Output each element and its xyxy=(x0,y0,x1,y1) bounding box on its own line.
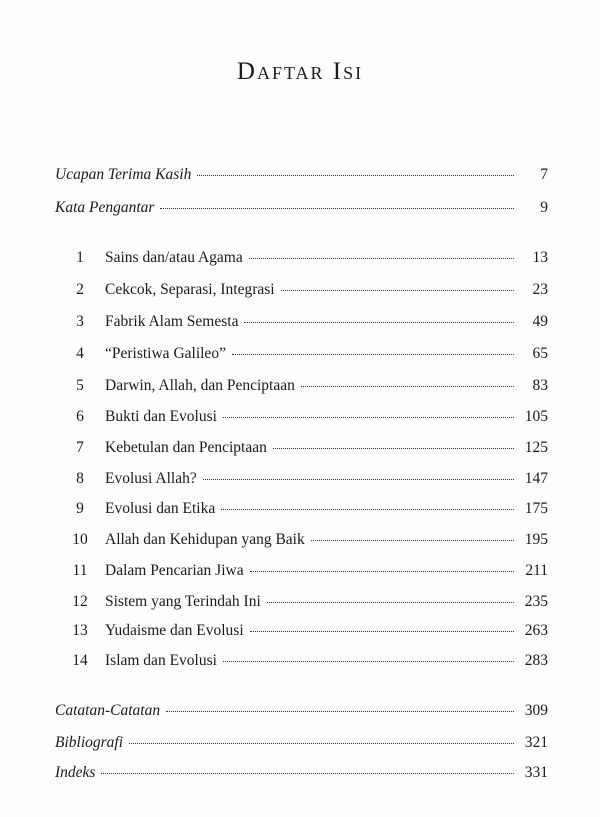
page-title: Daftar Isi xyxy=(236,58,364,85)
toc-page-number: 49 xyxy=(532,313,548,330)
toc-label: Sains dan/atau Agama xyxy=(105,249,243,266)
toc-entry-chapter[interactable] xyxy=(55,652,548,674)
toc-label: Catatan-Catatan xyxy=(55,702,161,719)
chapter-number: 11 xyxy=(72,562,88,579)
toc-page-number: 13 xyxy=(532,249,548,266)
dot-leader xyxy=(221,509,514,510)
toc-entry-chapter[interactable] xyxy=(55,281,548,303)
toc-entry-chapter[interactable] xyxy=(55,439,548,461)
chapter-number: 9 xyxy=(76,500,84,517)
toc-page-number: 7 xyxy=(540,166,548,183)
dot-leader xyxy=(101,773,514,774)
toc-page-number: 309 xyxy=(524,702,548,719)
dot-leader xyxy=(232,354,514,355)
toc-label: Evolusi dan Etika xyxy=(105,500,216,517)
toc-entry-chapter[interactable] xyxy=(55,562,548,584)
toc-entry-chapter[interactable] xyxy=(55,345,548,367)
dot-leader xyxy=(250,571,514,572)
chapter-number: 1 xyxy=(76,249,84,266)
toc-page-number: 23 xyxy=(532,281,548,298)
toc-page-number: 105 xyxy=(524,408,548,425)
dot-leader xyxy=(267,602,514,603)
dot-leader xyxy=(223,661,514,662)
toc-entry-chapter[interactable] xyxy=(55,249,548,271)
toc-page-number: 65 xyxy=(532,345,548,362)
toc-page-number: 9 xyxy=(540,199,548,216)
toc-entry-front[interactable] xyxy=(55,199,548,221)
toc-entry-chapter[interactable] xyxy=(55,500,548,522)
dot-leader xyxy=(281,290,514,291)
toc-page-number: 331 xyxy=(524,764,548,781)
toc-page-number: 211 xyxy=(525,562,548,579)
toc-entry-chapter[interactable] xyxy=(55,531,548,553)
chapter-number: 12 xyxy=(72,593,88,610)
toc-label: Kebetulan dan Penciptaan xyxy=(105,439,267,456)
toc-page-number: 263 xyxy=(524,622,548,639)
dot-leader xyxy=(129,743,514,744)
dot-leader xyxy=(197,175,514,176)
toc-label: Ucapan Terima Kasih xyxy=(55,166,192,183)
dot-leader xyxy=(244,322,514,323)
toc-label: Kata Pengantar xyxy=(55,199,155,216)
toc-label: Darwin, Allah, dan Penciptaan xyxy=(105,377,295,394)
toc-label: Allah dan Kehidupan yang Baik xyxy=(105,531,305,548)
toc-label: Sistem yang Terindah Ini xyxy=(105,593,261,610)
toc-page-number: 175 xyxy=(524,500,548,517)
toc-page-number: 235 xyxy=(524,593,548,610)
toc-entry-back[interactable] xyxy=(55,734,548,756)
toc-page-number: 321 xyxy=(524,734,548,751)
toc-page-number: 195 xyxy=(524,531,548,548)
toc-entry-chapter[interactable] xyxy=(55,377,548,399)
chapter-number: 14 xyxy=(72,652,88,669)
toc-label: Cekcok, Separasi, Integrasi xyxy=(105,281,275,298)
dot-leader xyxy=(273,448,514,449)
toc-entry-back[interactable] xyxy=(55,702,548,724)
toc-label: Evolusi Allah? xyxy=(105,470,197,487)
chapter-number: 7 xyxy=(76,439,84,456)
toc-label: Bukti dan Evolusi xyxy=(105,408,217,425)
toc-entry-back[interactable] xyxy=(55,764,548,786)
dot-leader xyxy=(301,386,514,387)
toc-label: Dalam Pencarian Jiwa xyxy=(105,562,244,579)
toc-entry-chapter[interactable] xyxy=(55,408,548,430)
chapter-number: 10 xyxy=(72,531,88,548)
dot-leader xyxy=(249,258,514,259)
toc-label: Bibliografi xyxy=(55,734,124,751)
dot-leader xyxy=(160,208,514,209)
chapter-number: 3 xyxy=(76,313,84,330)
chapter-number: 2 xyxy=(76,281,84,298)
dot-leader xyxy=(223,417,514,418)
chapter-number: 5 xyxy=(76,377,84,394)
toc-label: Indeks xyxy=(55,764,96,781)
toc-label: “Peristiwa Galileo” xyxy=(105,345,226,362)
dot-leader xyxy=(250,631,514,632)
toc-page-number: 147 xyxy=(524,470,548,487)
toc-entry-chapter[interactable] xyxy=(55,470,548,492)
toc-page-number: 283 xyxy=(524,652,548,669)
chapter-number: 13 xyxy=(72,622,88,639)
toc-entry-chapter[interactable] xyxy=(55,313,548,335)
toc-page-number: 83 xyxy=(532,377,548,394)
toc-label: Fabrik Alam Semesta xyxy=(105,313,239,330)
toc-entry-front[interactable] xyxy=(55,166,548,188)
chapter-number: 8 xyxy=(76,470,84,487)
dot-leader xyxy=(203,479,514,480)
chapter-number: 6 xyxy=(76,408,84,425)
toc-entry-chapter[interactable] xyxy=(55,622,548,644)
chapter-number: 4 xyxy=(76,345,84,362)
toc-label: Islam dan Evolusi xyxy=(105,652,217,669)
dot-leader xyxy=(166,711,514,712)
dot-leader xyxy=(311,540,514,541)
toc-page-number: 125 xyxy=(524,439,548,456)
toc-entry-chapter[interactable] xyxy=(55,593,548,615)
toc-label: Yudaisme dan Evolusi xyxy=(105,622,244,639)
